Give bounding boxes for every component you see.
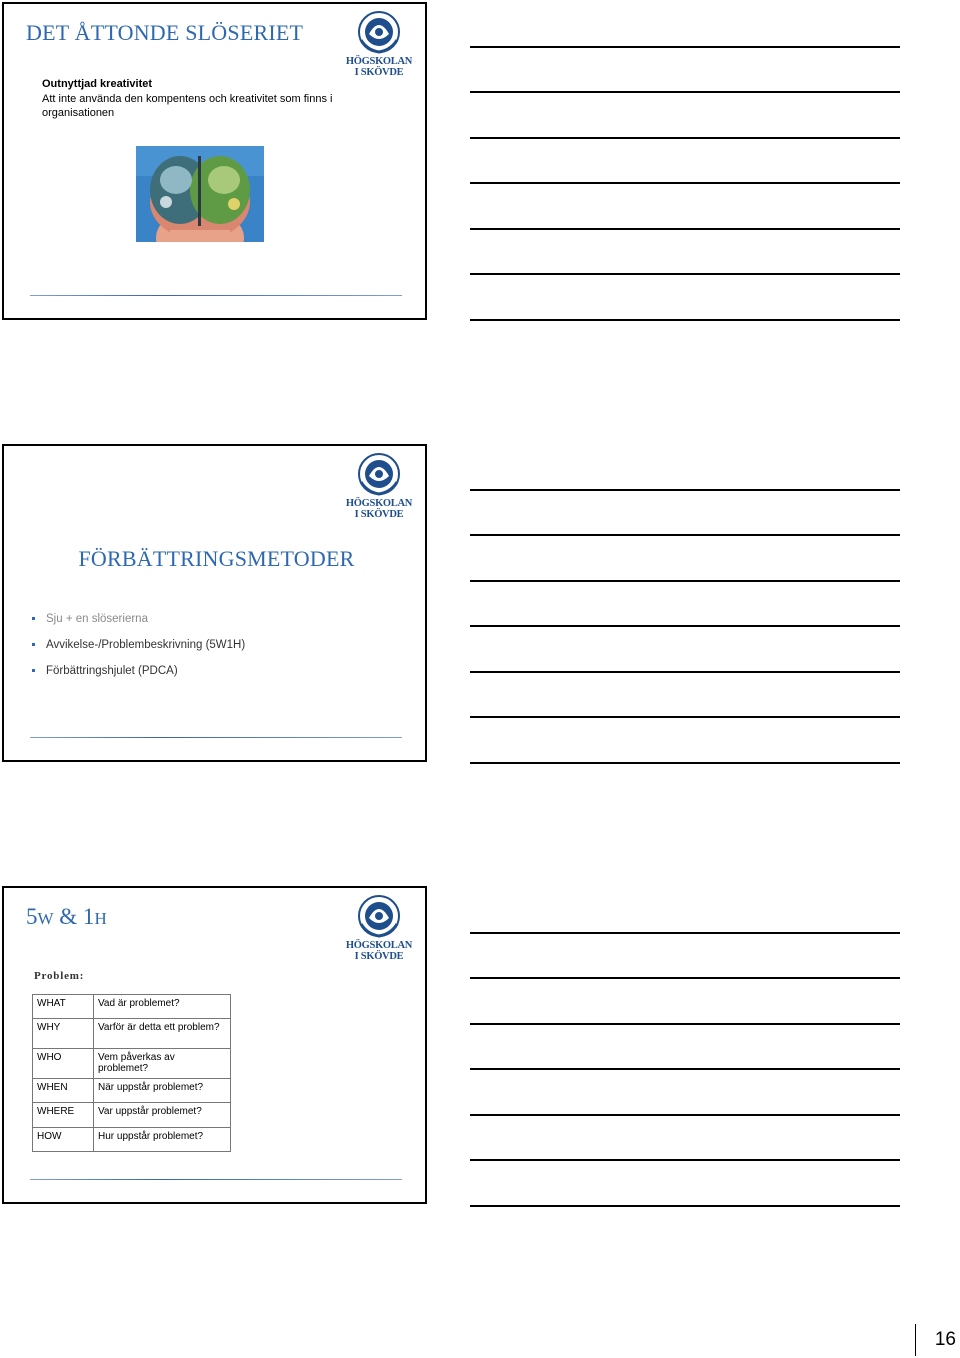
- note-line: [470, 1159, 900, 1161]
- slide-1: [2, 2, 427, 320]
- footer-line: [30, 295, 402, 296]
- logo-text-line2: I SKÖVDE: [354, 509, 404, 520]
- problem-label: Problem:: [34, 970, 85, 982]
- note-line: [470, 489, 900, 491]
- slide-2: [2, 444, 427, 762]
- table-value: Varför är detta ett problem?: [94, 1019, 231, 1049]
- table-key: WHEN: [33, 1079, 94, 1103]
- note-line: [470, 137, 900, 139]
- note-line: [470, 46, 900, 48]
- bullet-list: [32, 612, 245, 690]
- note-line: [470, 580, 900, 582]
- title-part: 5: [26, 904, 38, 929]
- slide-title: DET ÅTTONDE SLÖSERIET: [26, 20, 304, 45]
- slide-title: [26, 904, 107, 930]
- table-value: Hur uppstår problemet?: [94, 1128, 231, 1152]
- table-row: [33, 1049, 231, 1079]
- note-line: [470, 228, 900, 230]
- university-logo: [343, 452, 415, 524]
- university-logo: [343, 894, 415, 966]
- table-value: Vad är problemet?: [94, 995, 231, 1019]
- crest-icon: [357, 10, 401, 54]
- brain-image: [136, 146, 264, 242]
- table-row: [33, 1019, 231, 1049]
- table-row: [33, 995, 231, 1019]
- logo-text-line2: I SKÖVDE: [354, 951, 404, 962]
- table-row: [33, 1128, 231, 1152]
- table-key: HOW: [33, 1128, 94, 1152]
- note-line: [470, 762, 900, 764]
- title-part: H: [94, 909, 107, 928]
- note-line: [470, 1023, 900, 1025]
- table-value: Var uppstår problemet?: [94, 1103, 231, 1128]
- note-line: [470, 932, 900, 934]
- bullet-item: Avvikelse-/Problembeskrivning (5W1H): [32, 638, 245, 664]
- 5w1h-table: [32, 994, 231, 1152]
- footer-line: [30, 1179, 402, 1180]
- table-value: Vem påverkas av problemet?: [94, 1049, 231, 1079]
- logo-text-line1: HÖGSKOLAN: [345, 940, 413, 951]
- table-key: WHY: [33, 1019, 94, 1049]
- table-value: När uppstår problemet?: [94, 1079, 231, 1103]
- note-line: [470, 1205, 900, 1207]
- title-part: W: [37, 909, 54, 928]
- university-logo: [343, 10, 415, 82]
- page-number: 16: [915, 1324, 956, 1356]
- bullet-item: Sju + en slöserierna: [32, 612, 245, 638]
- crest-icon: [357, 452, 401, 496]
- slide-subtitle: Outnyttjad kreativitet: [42, 78, 153, 90]
- note-line: [470, 319, 900, 321]
- title-part: & 1: [53, 904, 95, 929]
- footer-line: [30, 737, 402, 738]
- logo-text-line1: HÖGSKOLAN: [345, 56, 413, 67]
- note-line: [470, 534, 900, 536]
- logo-text-line2: I SKÖVDE: [354, 67, 404, 78]
- table-key: WHAT: [33, 995, 94, 1019]
- note-line: [470, 1114, 900, 1116]
- slide-3: [2, 886, 427, 1204]
- bullet-item: Förbättringshjulet (PDCA): [32, 664, 245, 690]
- crest-icon: [357, 894, 401, 938]
- note-line: [470, 625, 900, 627]
- note-line: [470, 716, 900, 718]
- slide-title: FÖRBÄTTRINGSMETODER: [78, 546, 355, 571]
- note-line: [470, 273, 900, 275]
- slide-body: Att inte använda den kompentens och kreativitet som finns i organisationen: [42, 93, 333, 119]
- table-row: [33, 1079, 231, 1103]
- table-key: WHO: [33, 1049, 94, 1079]
- table-key: WHERE: [33, 1103, 94, 1128]
- note-line: [470, 671, 900, 673]
- logo-text-line1: HÖGSKOLAN: [345, 498, 413, 509]
- note-line: [470, 977, 900, 979]
- table-row: [33, 1103, 231, 1128]
- note-line: [470, 1068, 900, 1070]
- note-line: [470, 182, 900, 184]
- note-line: [470, 91, 900, 93]
